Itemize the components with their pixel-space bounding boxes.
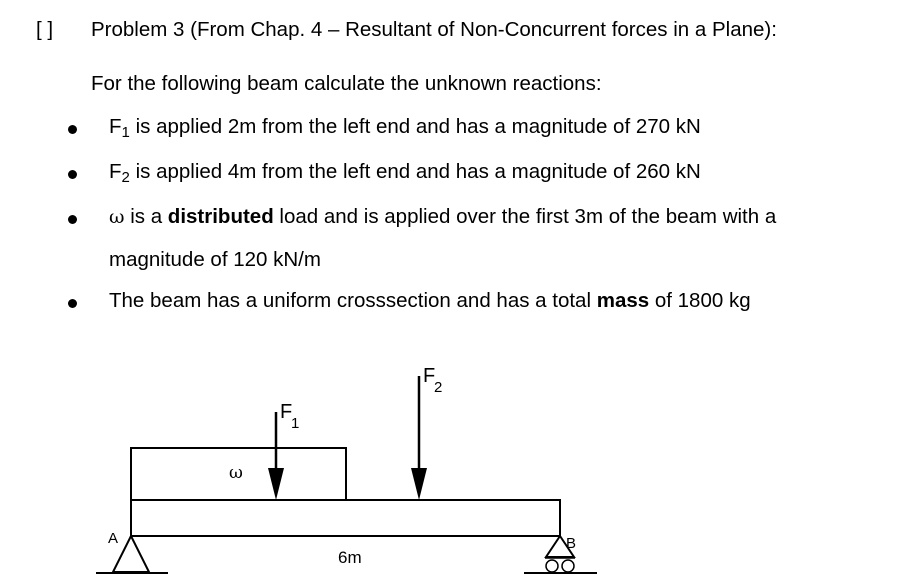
mass-text-b: of 1800 kg [649, 289, 751, 312]
roller-wheel [546, 560, 558, 572]
support-a-label: A [108, 530, 119, 547]
f1-symbol: F [109, 115, 122, 138]
w-bold: distributed [167, 205, 274, 228]
support-b-label: B [566, 535, 577, 552]
problem-title: Problem 3 (From Chap. 4 – Resultant of Non-Concurrent forces in a Plane): [91, 18, 777, 41]
f1-label: F [280, 401, 293, 423]
f2-symbol: F [109, 160, 122, 183]
mass-bold: mass [596, 289, 650, 312]
f2-description: is applied 4m from the left end and has a magnitude of 260 kN [129, 160, 701, 183]
omega-symbol: ω [109, 206, 125, 228]
f1-arrowhead [268, 468, 284, 500]
beam [131, 500, 560, 536]
beam-length-label: 6m [338, 548, 362, 567]
intro-text: For the following beam calculate the unknown reactions: [91, 72, 602, 95]
w-text-continued: magnitude of 120 kN/m [109, 248, 321, 271]
f2-label: F [423, 365, 436, 387]
roller-wheel [562, 560, 574, 572]
f1-label-sub: 1 [291, 415, 300, 432]
f1-description: is applied 2m from the left end and has a magnitude of 270 kN [129, 115, 701, 138]
f2-arrowhead [411, 468, 427, 500]
w-text-a: is a [124, 205, 168, 228]
task-checkbox[interactable]: [ ] [36, 18, 54, 41]
pin-support-a [113, 536, 149, 572]
omega-label: ω [229, 463, 243, 483]
mass-text-a: The beam has a uniform crosssection and has a total [109, 289, 597, 312]
f2-label-sub: 2 [434, 379, 443, 396]
f2-subscript: 2 [121, 169, 130, 186]
w-text-b: load and is applied over the first 3m of the beam with a [273, 205, 777, 228]
f1-subscript: 1 [121, 124, 130, 141]
